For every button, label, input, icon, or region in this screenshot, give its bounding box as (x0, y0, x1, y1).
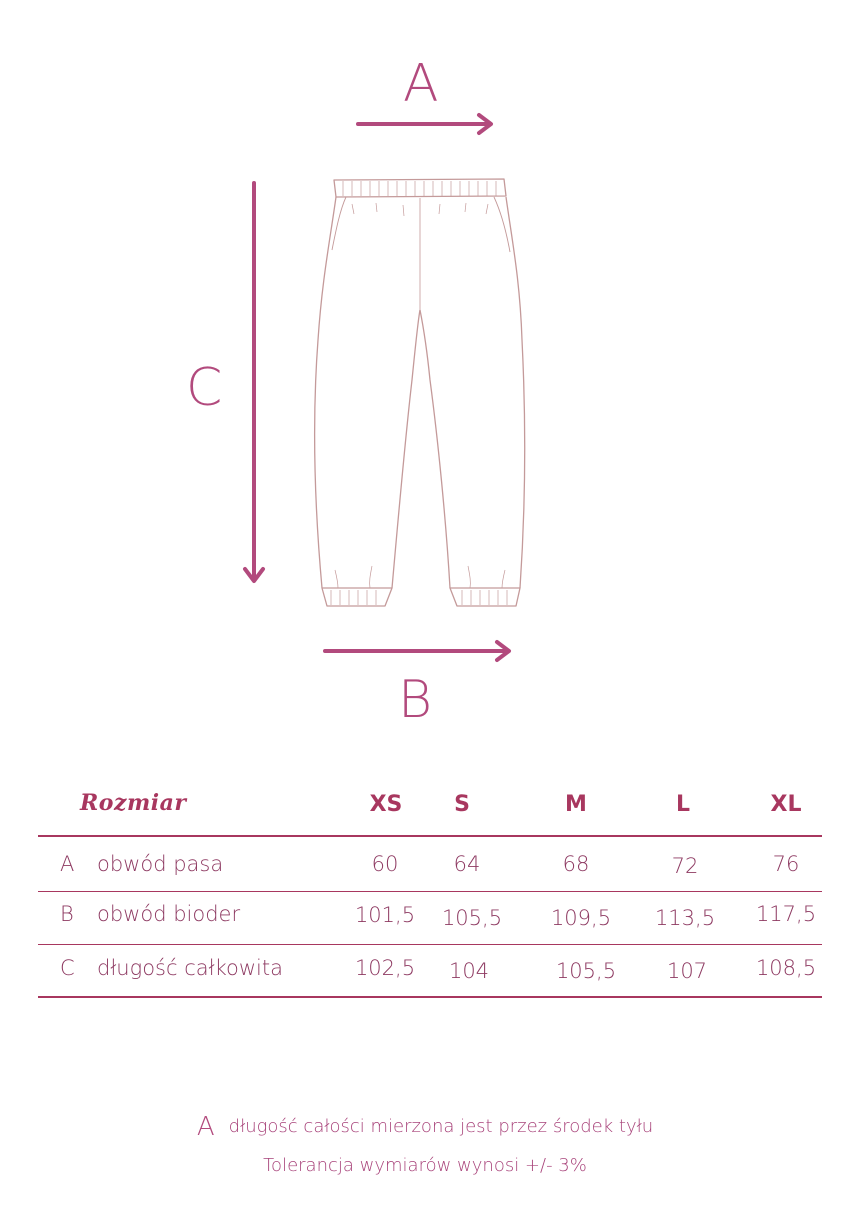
note-letter: A (196, 1112, 215, 1142)
measurement-note (0, 1112, 850, 1142)
row-letter: B (60, 902, 74, 926)
cell-xs: 102,5 (354, 956, 416, 980)
cell-xl: 76 (772, 852, 800, 876)
arrow-c (245, 183, 263, 581)
cell-xl: 117,5 (755, 902, 817, 926)
cell-s: 105,5 (441, 906, 503, 930)
dimension-letter-c: C (186, 358, 223, 418)
arrow-b (325, 642, 509, 660)
table-rule (38, 944, 822, 945)
row-letter: C (60, 956, 75, 980)
table-rule-top (38, 835, 822, 837)
cell-xs: 101,5 (354, 903, 416, 927)
row-label: obwód bioder (97, 902, 241, 926)
cell-m: 68 (562, 852, 590, 876)
table-rule-bottom (38, 996, 822, 998)
size-table-title: Rozmiar (80, 790, 187, 816)
cell-m: 109,5 (550, 906, 612, 930)
dimension-letter-b: B (398, 670, 433, 730)
size-header-xs: XS (369, 792, 403, 817)
size-header-l: L (675, 792, 691, 817)
row-letter: A (60, 852, 75, 876)
size-header-s: S (454, 792, 470, 817)
table-rule (38, 891, 822, 892)
cell-l: 72 (671, 854, 699, 878)
arrow-a (358, 115, 491, 133)
dimension-letter-a: A (403, 54, 439, 114)
cell-m: 105,5 (555, 959, 617, 983)
cell-l: 107 (666, 959, 708, 983)
size-header-m: M (565, 792, 587, 817)
row-label: długość całkowita (97, 956, 283, 980)
cell-xs: 60 (371, 852, 399, 876)
sweatpants-icon (315, 179, 525, 606)
cell-l: 113,5 (654, 906, 716, 930)
size-header-xl: XL (770, 792, 802, 817)
note-text: długość całości mierzona jest przez środek tyłu (228, 1116, 654, 1137)
row-label: obwód pasa (97, 852, 224, 876)
cell-xl: 108,5 (755, 956, 817, 980)
cell-s: 64 (453, 852, 481, 876)
cell-s: 104 (448, 959, 490, 983)
tolerance-note: Tolerancja wymiarów wynosi +/- 3% (263, 1155, 587, 1176)
